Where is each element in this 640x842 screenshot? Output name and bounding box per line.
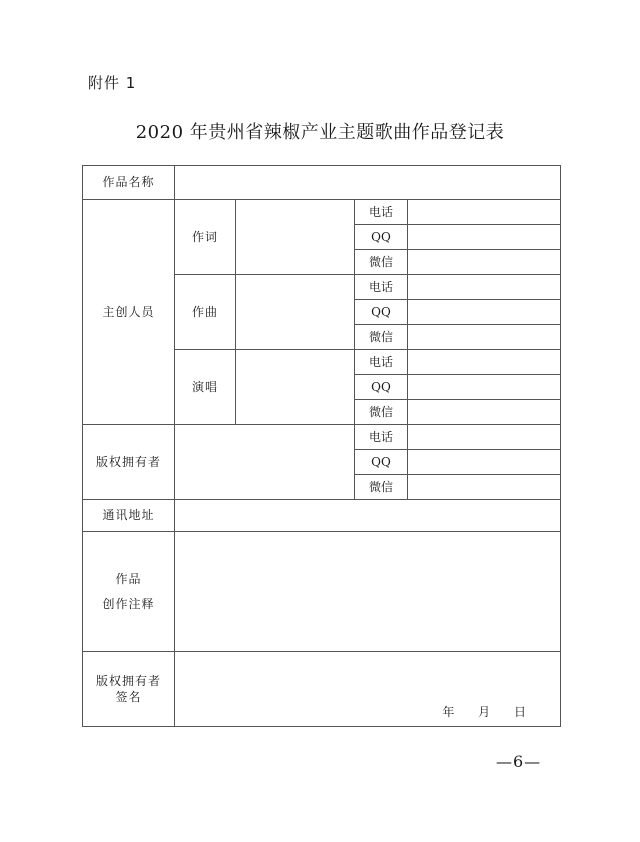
notes-label xyxy=(83,532,175,652)
owner-phone-label: 电话 xyxy=(355,425,408,450)
lyricist-wechat-field[interactable] xyxy=(408,250,561,275)
address-label: 通讯地址 xyxy=(83,500,175,532)
owner-qq-label: QQ xyxy=(355,450,408,475)
creators-label: 主创人员 xyxy=(83,200,175,425)
page-number: —6— xyxy=(496,752,542,771)
composer-wechat-label: 微信 xyxy=(355,325,408,350)
performer-label: 演唱 xyxy=(175,350,236,425)
lyricist-label: 作词 xyxy=(175,200,236,275)
signature-label xyxy=(83,652,175,727)
work-name-row xyxy=(83,166,561,200)
address-field[interactable] xyxy=(175,500,561,532)
work-name-field[interactable] xyxy=(175,166,561,200)
form-title: 2020 年贵州省辣椒产业主题歌曲作品登记表 xyxy=(135,122,505,143)
owner-qq-field[interactable] xyxy=(408,450,561,475)
copyright-owner-row xyxy=(83,425,561,450)
composer-phone-label: 电话 xyxy=(355,275,408,300)
signature-label-line1: 版权拥有者 xyxy=(95,673,161,688)
work-name-label: 作品名称 xyxy=(83,166,175,200)
address-row xyxy=(83,500,561,532)
owner-wechat-label: 微信 xyxy=(355,475,408,500)
composer-name-field[interactable] xyxy=(236,275,355,350)
lyricist-qq-field[interactable] xyxy=(408,225,561,250)
lyricist-phone-field[interactable] xyxy=(408,200,561,225)
signature-label-line2: 签名 xyxy=(115,690,142,704)
lyricist-qq-label: QQ xyxy=(355,225,408,250)
copyright-owner-label: 版权拥有者 xyxy=(83,425,175,500)
attachment-label: 附件 1 xyxy=(88,74,137,92)
signature-date: 年 月 日 xyxy=(442,704,526,719)
performer-wechat-field[interactable] xyxy=(408,400,561,425)
composer-label: 作曲 xyxy=(175,275,236,350)
lyricist-wechat-label: 微信 xyxy=(355,250,408,275)
performer-name-field[interactable] xyxy=(236,350,355,425)
notes-field[interactable] xyxy=(175,532,561,652)
copyright-owner-field[interactable] xyxy=(175,425,355,500)
composer-qq-field[interactable] xyxy=(408,300,561,325)
composer-qq-label: QQ xyxy=(355,300,408,325)
lyricist-phone-label: 电话 xyxy=(355,200,408,225)
owner-wechat-field[interactable] xyxy=(408,475,561,500)
notes-label-line2: 创作注释 xyxy=(102,596,155,611)
notes-row xyxy=(83,532,561,652)
signature-row xyxy=(83,652,561,727)
lyricist-name-field[interactable] xyxy=(236,200,355,275)
performer-phone-field[interactable] xyxy=(408,350,561,375)
lyricist-row xyxy=(83,200,561,225)
performer-qq-field[interactable] xyxy=(408,375,561,400)
performer-phone-label: 电话 xyxy=(355,350,408,375)
owner-phone-field[interactable] xyxy=(408,425,561,450)
registration-form-table xyxy=(82,165,561,727)
notes-label-line1: 作品 xyxy=(115,572,142,587)
performer-qq-label: QQ xyxy=(355,375,408,400)
signature-field[interactable] xyxy=(175,652,561,727)
composer-wechat-field[interactable] xyxy=(408,325,561,350)
performer-wechat-label: 微信 xyxy=(355,400,408,425)
composer-phone-field[interactable] xyxy=(408,275,561,300)
